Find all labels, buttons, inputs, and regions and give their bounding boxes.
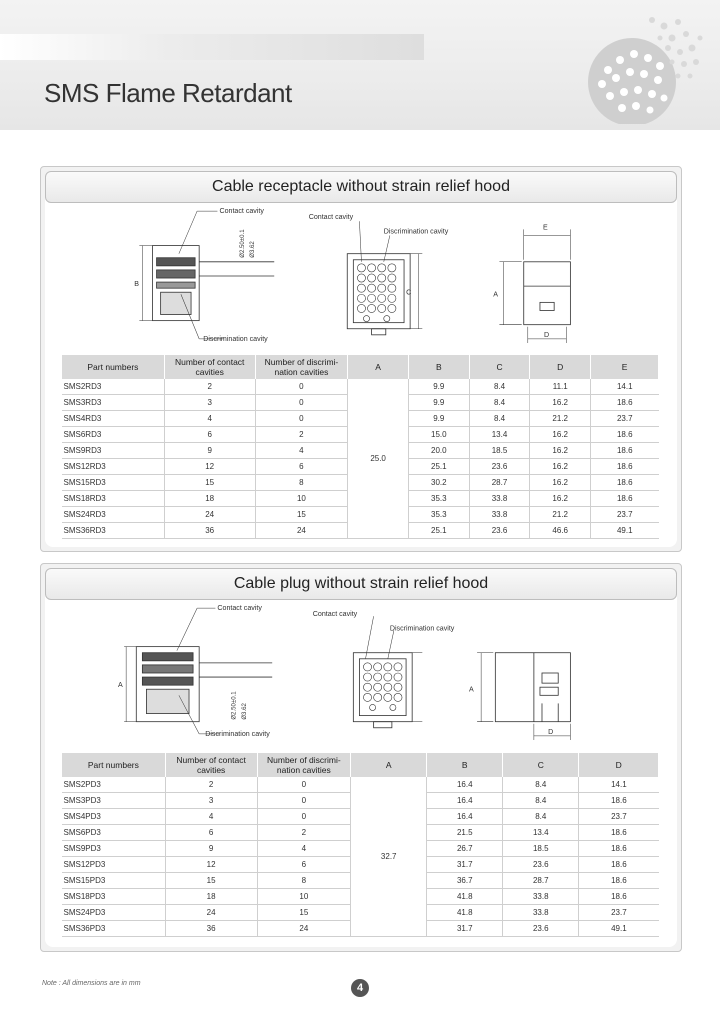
table-cell: 24 — [164, 507, 255, 523]
plug-dim-d: D — [548, 727, 554, 736]
table-cell: 6 — [257, 857, 351, 873]
table-cell: 0 — [255, 395, 348, 411]
part-number-cell: SMS36PD3 — [62, 921, 166, 937]
plug-drawing — [45, 602, 686, 744]
plug-dia-1: Ø2.50±0.1 — [230, 691, 238, 720]
table-cell: 49.1 — [591, 523, 659, 539]
plug-contact-cavity-label-2: Contact cavity — [312, 610, 358, 619]
table-cell: 18.6 — [591, 491, 659, 507]
table-cell: 21.2 — [530, 507, 591, 523]
col-part-numbers: Part numbers — [62, 753, 166, 777]
col-b: B — [427, 753, 503, 777]
table-cell: 23.6 — [469, 523, 530, 539]
receptacle-table-body — [62, 379, 659, 539]
table-cell: 36 — [164, 523, 255, 539]
table-cell: 4 — [164, 411, 255, 427]
table-cell: 18.6 — [579, 825, 659, 841]
plug-dim-a1: A — [118, 681, 123, 690]
table-row — [62, 379, 659, 395]
header-stripe — [0, 34, 424, 60]
table-cell: 16.4 — [427, 793, 503, 809]
plug-dim-a2: A — [468, 685, 474, 694]
table-cell: 16.2 — [530, 395, 591, 411]
table-cell: 30.2 — [408, 475, 469, 491]
table-cell: 8.4 — [469, 411, 530, 427]
col-c: C — [469, 355, 530, 379]
table-cell: 15 — [164, 475, 255, 491]
col-discrimination-cavities: Number of discrimi-nation cavities — [257, 753, 351, 777]
table-cell: 0 — [257, 777, 351, 793]
table-cell: 36 — [165, 921, 257, 937]
table-cell: 9.9 — [408, 379, 469, 395]
recept-dim-a: A — [493, 290, 499, 299]
recept-discrimination-cavity-label-2: Discrimination cavity — [383, 227, 449, 236]
table-cell: 8.4 — [503, 809, 579, 825]
table-cell: 26.7 — [427, 841, 503, 857]
table-cell: 16.4 — [427, 777, 503, 793]
part-number-cell: SMS6PD3 — [62, 825, 166, 841]
recept-dim-c: C — [406, 288, 412, 297]
col-a: A — [348, 355, 409, 379]
table-cell: 24 — [257, 921, 351, 937]
plug-table-body — [62, 777, 659, 937]
table-cell: 9 — [165, 841, 257, 857]
plug-discrimination-cavity-label-1: Discrimination cavity — [205, 729, 270, 738]
table-cell: 16.2 — [530, 427, 591, 443]
table-cell: 33.8 — [469, 491, 530, 507]
col-contact-cavities: Number of contact cavities — [164, 355, 255, 379]
table-cell: 12 — [165, 857, 257, 873]
table-cell: 35.3 — [408, 507, 469, 523]
part-number-cell: SMS15RD3 — [62, 475, 165, 491]
table-cell: 16.2 — [530, 443, 591, 459]
part-number-cell: SMS24PD3 — [62, 905, 166, 921]
table-cell: 9.9 — [408, 395, 469, 411]
recept-dia-2: Ø3.62 — [248, 241, 256, 258]
part-number-cell: SMS3PD3 — [62, 793, 166, 809]
table-cell: 46.6 — [530, 523, 591, 539]
table-cell: 35.3 — [408, 491, 469, 507]
table-cell: 18.6 — [579, 889, 659, 905]
table-row — [62, 777, 659, 793]
table-cell: 8 — [257, 873, 351, 889]
part-number-cell: SMS3RD3 — [62, 395, 165, 411]
col-contact-cavities: Number of contact cavities — [165, 753, 257, 777]
table-cell: 6 — [255, 459, 348, 475]
table-cell: 2 — [164, 379, 255, 395]
table-cell: 33.8 — [503, 905, 579, 921]
table-cell: 49.1 — [579, 921, 659, 937]
table-cell: 21.2 — [530, 411, 591, 427]
col-c: C — [503, 753, 579, 777]
col-discrimination-cavities: Number of discrimi-nation cavities — [255, 355, 348, 379]
table-cell: 15 — [165, 873, 257, 889]
table-cell: 18.6 — [579, 857, 659, 873]
table-cell: 3 — [165, 793, 257, 809]
table-cell: 31.7 — [427, 921, 503, 937]
table-cell: 9 — [164, 443, 255, 459]
recept-contact-cavity-label-1: Contact cavity — [219, 207, 264, 216]
table-cell: 16.2 — [530, 491, 591, 507]
table-cell: 18.6 — [591, 443, 659, 459]
table-cell: 18 — [164, 491, 255, 507]
part-number-cell: SMS2RD3 — [62, 379, 165, 395]
col-a: A — [351, 753, 427, 777]
table-cell: 16.2 — [530, 475, 591, 491]
table-cell: 23.7 — [579, 809, 659, 825]
table-cell: 15 — [255, 507, 348, 523]
table-cell: 18.6 — [591, 427, 659, 443]
receptacle-table-header — [62, 355, 659, 379]
part-number-cell: SMS15PD3 — [62, 873, 166, 889]
dimension-a-cell: 32.7 — [351, 777, 427, 937]
table-cell: 2 — [255, 427, 348, 443]
table-cell: 21.5 — [427, 825, 503, 841]
table-cell: 36.7 — [427, 873, 503, 889]
part-number-cell: SMS12PD3 — [62, 857, 166, 873]
table-cell: 18 — [165, 889, 257, 905]
col-d: D — [530, 355, 591, 379]
page-title: SMS Flame Retardant — [44, 78, 292, 108]
recept-dia-1: Ø2.50±0.1 — [238, 229, 246, 258]
recept-dim-b: B — [134, 280, 139, 289]
table-cell: 18.6 — [591, 395, 659, 411]
table-cell: 10 — [255, 491, 348, 507]
table-cell: 14.1 — [591, 379, 659, 395]
recept-contact-cavity-label-2: Contact cavity — [308, 213, 354, 222]
table-cell: 6 — [165, 825, 257, 841]
table-cell: 18.6 — [579, 873, 659, 889]
plug-table-header — [62, 753, 659, 777]
table-cell: 33.8 — [469, 507, 530, 523]
table-cell: 18.5 — [469, 443, 530, 459]
part-number-cell: SMS6RD3 — [62, 427, 165, 443]
table-cell: 41.8 — [427, 889, 503, 905]
plug-table — [61, 753, 659, 937]
receptacle-table — [61, 355, 659, 539]
table-cell: 10 — [257, 889, 351, 905]
receptacle-section — [40, 166, 682, 552]
table-cell: 8.4 — [469, 379, 530, 395]
page-number: 4 — [351, 979, 369, 997]
table-cell: 15.0 — [408, 427, 469, 443]
table-cell: 28.7 — [503, 873, 579, 889]
table-cell: 8 — [255, 475, 348, 491]
table-cell: 8.4 — [503, 793, 579, 809]
table-cell: 16.4 — [427, 809, 503, 825]
table-cell: 18.6 — [591, 475, 659, 491]
table-cell: 24 — [255, 523, 348, 539]
part-number-cell: SMS18PD3 — [62, 889, 166, 905]
table-cell: 4 — [257, 841, 351, 857]
col-d: D — [579, 753, 659, 777]
table-cell: 0 — [257, 809, 351, 825]
table-cell: 23.6 — [503, 921, 579, 937]
table-cell: 25.1 — [408, 523, 469, 539]
part-number-cell: SMS36RD3 — [62, 523, 165, 539]
table-cell: 0 — [255, 411, 348, 427]
receptacle-title: Cable receptacle without strain relief hood — [45, 171, 677, 203]
part-number-cell: SMS4RD3 — [62, 411, 165, 427]
table-cell: 2 — [257, 825, 351, 841]
footnote: Note : All dimensions are in mm — [42, 980, 141, 987]
table-cell: 0 — [257, 793, 351, 809]
table-cell: 8.4 — [503, 777, 579, 793]
table-cell: 23.7 — [579, 905, 659, 921]
plug-dia-2: Ø3.62 — [240, 703, 248, 720]
col-part-numbers: Part numbers — [62, 355, 165, 379]
table-cell: 23.6 — [503, 857, 579, 873]
part-number-cell: SMS2PD3 — [62, 777, 166, 793]
table-cell: 9.9 — [408, 411, 469, 427]
recept-discrimination-cavity-label-1: Discrimination cavity — [203, 334, 268, 343]
table-cell: 18.6 — [579, 841, 659, 857]
table-cell: 28.7 — [469, 475, 530, 491]
plug-discrimination-cavity-label-2: Discrimination cavity — [389, 624, 455, 633]
table-cell: 4 — [255, 443, 348, 459]
table-cell: 13.4 — [469, 427, 530, 443]
col-b: B — [408, 355, 469, 379]
table-cell: 18.6 — [591, 459, 659, 475]
table-cell: 24 — [165, 905, 257, 921]
receptacle-drawing — [45, 205, 686, 347]
table-cell: 18.6 — [579, 793, 659, 809]
table-cell: 23.6 — [469, 459, 530, 475]
table-cell: 23.7 — [591, 411, 659, 427]
table-cell: 6 — [164, 427, 255, 443]
table-cell: 15 — [257, 905, 351, 921]
recept-dim-e: E — [543, 223, 548, 232]
table-cell: 12 — [164, 459, 255, 475]
plug-section — [40, 563, 682, 952]
part-number-cell: SMS9PD3 — [62, 841, 166, 857]
table-cell: 3 — [164, 395, 255, 411]
plug-title: Cable plug without strain relief hood — [45, 568, 677, 600]
part-number-cell: SMS12RD3 — [62, 459, 165, 475]
table-cell: 18.5 — [503, 841, 579, 857]
col-e: E — [591, 355, 659, 379]
dimension-a-cell: 25.0 — [348, 379, 409, 539]
table-cell: 11.1 — [530, 379, 591, 395]
part-number-cell: SMS18RD3 — [62, 491, 165, 507]
part-number-cell: SMS4PD3 — [62, 809, 166, 825]
table-cell: 33.8 — [503, 889, 579, 905]
dot-pattern-logo — [560, 14, 720, 124]
table-cell: 41.8 — [427, 905, 503, 921]
table-cell: 8.4 — [469, 395, 530, 411]
part-number-cell: SMS24RD3 — [62, 507, 165, 523]
table-cell: 31.7 — [427, 857, 503, 873]
recept-dim-d: D — [544, 330, 550, 339]
table-cell: 20.0 — [408, 443, 469, 459]
table-cell: 23.7 — [591, 507, 659, 523]
plug-contact-cavity-label-1: Contact cavity — [217, 604, 262, 613]
table-cell: 25.1 — [408, 459, 469, 475]
part-number-cell: SMS9RD3 — [62, 443, 165, 459]
table-cell: 13.4 — [503, 825, 579, 841]
table-cell: 14.1 — [579, 777, 659, 793]
table-cell: 4 — [165, 809, 257, 825]
table-cell: 2 — [165, 777, 257, 793]
table-cell: 0 — [255, 379, 348, 395]
table-cell: 16.2 — [530, 459, 591, 475]
